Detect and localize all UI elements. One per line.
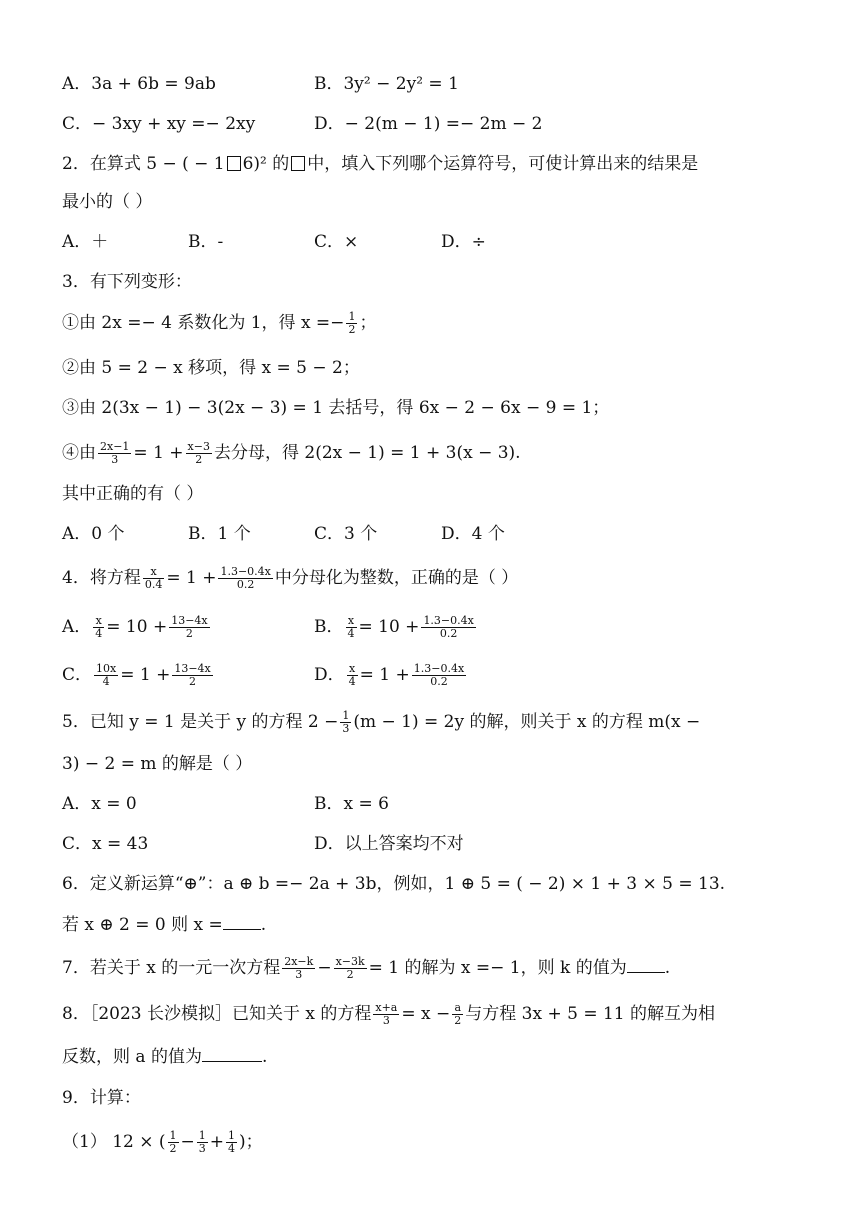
fraction-numerator: x−3k xyxy=(335,955,365,968)
q4-option-c xyxy=(62,663,215,688)
fraction-denominator: 3 xyxy=(295,968,303,981)
fraction-denominator: 0.2 xyxy=(430,675,448,688)
fraction xyxy=(94,663,118,688)
q6-line2-text: 若 x ⊕ 2 = 0 则 x = xyxy=(62,915,223,935)
option-mid: = 10 + xyxy=(358,617,420,637)
q6-line2-end: . xyxy=(260,915,267,935)
fraction xyxy=(93,615,104,640)
fraction-numerator: x−3 xyxy=(187,440,210,453)
answer-blank[interactable] xyxy=(202,1061,262,1062)
q3-item4-end: 去分母，得 2(2x − 1) = 1 + 3(x − 3). xyxy=(213,443,521,463)
fraction xyxy=(197,1130,208,1155)
fraction-numerator: 13−4x xyxy=(174,662,211,675)
fraction-denominator: 4 xyxy=(95,627,103,640)
fraction-numerator: 2x−k xyxy=(284,955,314,968)
fraction-numerator: x xyxy=(347,663,358,676)
fraction-denominator: 0.4 xyxy=(144,578,163,591)
q3-item-3: ③由 2(3x − 1) − 3(2x − 3) = 1 去括号，得 6x − 2 − 6x − 9 = 1； xyxy=(62,398,610,418)
fraction xyxy=(172,663,212,688)
q8-stem-line1 xyxy=(62,1002,715,1027)
q8-stem-mid: = x − xyxy=(401,1004,451,1024)
fraction-numerator: 13−4x xyxy=(171,614,208,627)
q1-option-d: D．− 2(m − 1) =− 2m − 2 xyxy=(314,114,543,134)
fraction-numerator: x xyxy=(93,615,104,628)
q5-stem-line2: 3) − 2 = m 的解是（ ） xyxy=(62,754,253,774)
q9-minus: − xyxy=(180,1132,195,1152)
fraction-denominator: 4 xyxy=(348,675,356,688)
fraction xyxy=(340,710,351,735)
fraction-numerator: 1 xyxy=(228,1129,236,1142)
fraction-denominator: 2 xyxy=(454,1014,462,1027)
q6-stem-line2 xyxy=(62,914,266,936)
option-mid: = 1 + xyxy=(359,665,410,685)
q5-stem-prefix: 5．已知 y = 1 是关于 y 的方程 2 − xyxy=(62,712,339,732)
q2-stem-line1 xyxy=(62,153,698,175)
fraction xyxy=(347,663,358,688)
blank-box-icon xyxy=(291,156,305,171)
fraction-denominator: 2 xyxy=(348,323,356,336)
fraction-denominator: 4 xyxy=(102,675,110,688)
fraction-numerator: 1 xyxy=(342,709,350,722)
fraction-numerator: 10x xyxy=(96,662,117,675)
q3-item-2: ②由 5 = 2 − x 移项，得 x = 5 − 2； xyxy=(62,358,360,378)
fraction xyxy=(226,1130,237,1155)
option-label: A． xyxy=(62,617,92,637)
option-mid: = 1 + xyxy=(120,665,171,685)
fraction-numerator: x xyxy=(346,615,357,628)
fraction-numerator: 1 xyxy=(169,1129,177,1142)
fraction-numerator: 2x−1 xyxy=(100,440,130,453)
q7-stem-end: . xyxy=(664,958,671,978)
fraction-denominator: 3 xyxy=(382,1014,390,1027)
q2-option-d: D．÷ xyxy=(441,232,486,252)
fraction-denominator: 4 xyxy=(347,627,355,640)
q1-option-a: A．3a + 6b = 9ab xyxy=(62,74,216,94)
q3-stem: 3．有下列变形： xyxy=(62,272,192,292)
fraction-denominator: 3 xyxy=(111,453,119,466)
q4-option-a xyxy=(62,615,212,640)
answer-blank[interactable] xyxy=(627,972,665,973)
fraction-denominator: 2 xyxy=(195,453,203,466)
fraction-numerator: x+a xyxy=(375,1001,398,1014)
fraction-numerator: 1.3−0.4x xyxy=(413,662,465,675)
q5-stem-end: (m − 1) = 2y 的解，则关于 x 的方程 m(x − xyxy=(353,712,701,732)
q9-sub1-end: )； xyxy=(239,1132,263,1152)
fraction-numerator: x xyxy=(143,566,165,579)
q6-stem-line1: 6．定义新运算“⊕”：a ⊕ b =− 2a + 3b，例如，1 ⊕ 5 = ( − 2) × 1 + 3 × 5 = 13. xyxy=(62,874,726,894)
fraction-denominator: 3 xyxy=(342,722,350,735)
q3-option-c: C．3 个 xyxy=(314,524,378,544)
q8-stem-prefix: 8．［2023 长沙模拟］已知关于 x 的方程 xyxy=(62,1004,372,1024)
fraction xyxy=(412,663,466,688)
blank-box-icon xyxy=(227,156,241,171)
q5-option-d: D．以上答案均不对 xyxy=(314,834,464,854)
fraction xyxy=(373,1002,399,1027)
q3-option-d: D．4 个 xyxy=(441,524,505,544)
fraction-denominator: 2 xyxy=(189,675,197,688)
q8-line2-end: . xyxy=(261,1047,268,1067)
q8-stem-end: 与方程 3x + 5 = 11 的解互为相 xyxy=(465,1004,716,1024)
fraction xyxy=(346,615,357,640)
q7-minus: − xyxy=(317,958,332,978)
q8-stem-line2 xyxy=(62,1046,267,1068)
fraction xyxy=(143,566,165,591)
fraction xyxy=(168,1130,179,1155)
fraction xyxy=(421,615,475,640)
fraction xyxy=(346,311,357,336)
q5-stem-line1 xyxy=(62,710,700,735)
q2-option-b: B．- xyxy=(188,232,224,252)
q9-sub1-prefix: （1） 12 × ( xyxy=(62,1132,166,1152)
fraction xyxy=(169,615,209,640)
q9-sub-1 xyxy=(62,1130,263,1155)
fraction-denominator: 3 xyxy=(198,1142,206,1155)
option-label: B． xyxy=(314,617,344,637)
q2-stem-part2: 6)² 的 xyxy=(242,154,290,174)
q8-line2-text: 反数，则 a 的值为 xyxy=(62,1047,202,1067)
fraction-denominator: 2 xyxy=(346,968,354,981)
q3-conclusion: 其中正确的有（ ） xyxy=(62,484,204,504)
q2-stem-line2: 最小的（ ） xyxy=(62,192,153,212)
q7-stem xyxy=(62,956,670,981)
q3-item-4 xyxy=(62,441,521,466)
q3-item1-end: ； xyxy=(359,313,377,333)
fraction-numerator: a xyxy=(452,1002,463,1015)
q3-item-1 xyxy=(62,311,376,336)
fraction-numerator: 1 xyxy=(348,310,356,323)
answer-blank[interactable] xyxy=(223,929,261,930)
q7-stem-mid: = 1 的解为 x =− 1，则 k 的值为 xyxy=(368,958,627,978)
q4-option-d xyxy=(314,663,468,688)
fraction xyxy=(218,566,272,591)
q1-option-c: C．− 3xy + xy =− 2xy xyxy=(62,114,256,134)
fraction-denominator: 2 xyxy=(185,627,193,640)
fraction xyxy=(334,956,367,981)
q5-option-c: C．x = 43 xyxy=(62,834,149,854)
fraction-numerator: 1.3−0.4x xyxy=(423,614,474,627)
q9-stem: 9．计算： xyxy=(62,1088,141,1108)
fraction-numerator: 1.3−0.4x xyxy=(220,565,271,578)
fraction-denominator: 4 xyxy=(228,1142,236,1155)
q4-option-b xyxy=(314,615,478,640)
fraction-numerator: 1 xyxy=(198,1129,206,1142)
q2-stem-part1: 2．在算式 5 − ( − 1 xyxy=(62,154,225,174)
fraction xyxy=(452,1002,463,1027)
fraction-denominator: 0.2 xyxy=(236,578,255,591)
fraction-denominator: 0.2 xyxy=(439,627,458,640)
q4-stem-mid: = 1 + xyxy=(166,568,217,588)
q2-option-a: A．＋ xyxy=(62,232,109,252)
q3-item1-text: ①由 2x =− 4 系数化为 1，得 x =− xyxy=(62,313,345,333)
q7-stem-prefix: 7．若关于 x 的一元一次方程 xyxy=(62,958,281,978)
q5-option-b: B．x = 6 xyxy=(314,794,389,814)
q9-plus: + xyxy=(209,1132,225,1152)
q2-stem-part3: 中，填入下列哪个运算符号，可使计算出来的结果是 xyxy=(307,154,699,174)
fraction-denominator: 2 xyxy=(169,1142,177,1155)
option-mid: = 10 + xyxy=(106,617,168,637)
q3-item4-prefix: ④由 xyxy=(62,443,96,463)
fraction xyxy=(282,956,315,981)
q3-item4-mid: = 1 + xyxy=(133,443,184,463)
q4-stem-prefix: 4．将方程 xyxy=(62,568,141,588)
option-label: D． xyxy=(314,665,345,685)
q3-option-a: A．0 个 xyxy=(62,524,125,544)
q4-stem-end: 中分母化为整数，正确的是（ ） xyxy=(274,568,519,588)
q1-option-b: B．3y² − 2y² = 1 xyxy=(314,74,459,94)
q2-option-c: C．× xyxy=(314,232,359,252)
q5-option-a: A．x = 0 xyxy=(62,794,137,814)
fraction xyxy=(186,441,212,466)
option-label: C． xyxy=(62,665,93,685)
q3-option-b: B．1 个 xyxy=(188,524,251,544)
fraction xyxy=(98,441,131,466)
q4-stem xyxy=(62,566,518,591)
